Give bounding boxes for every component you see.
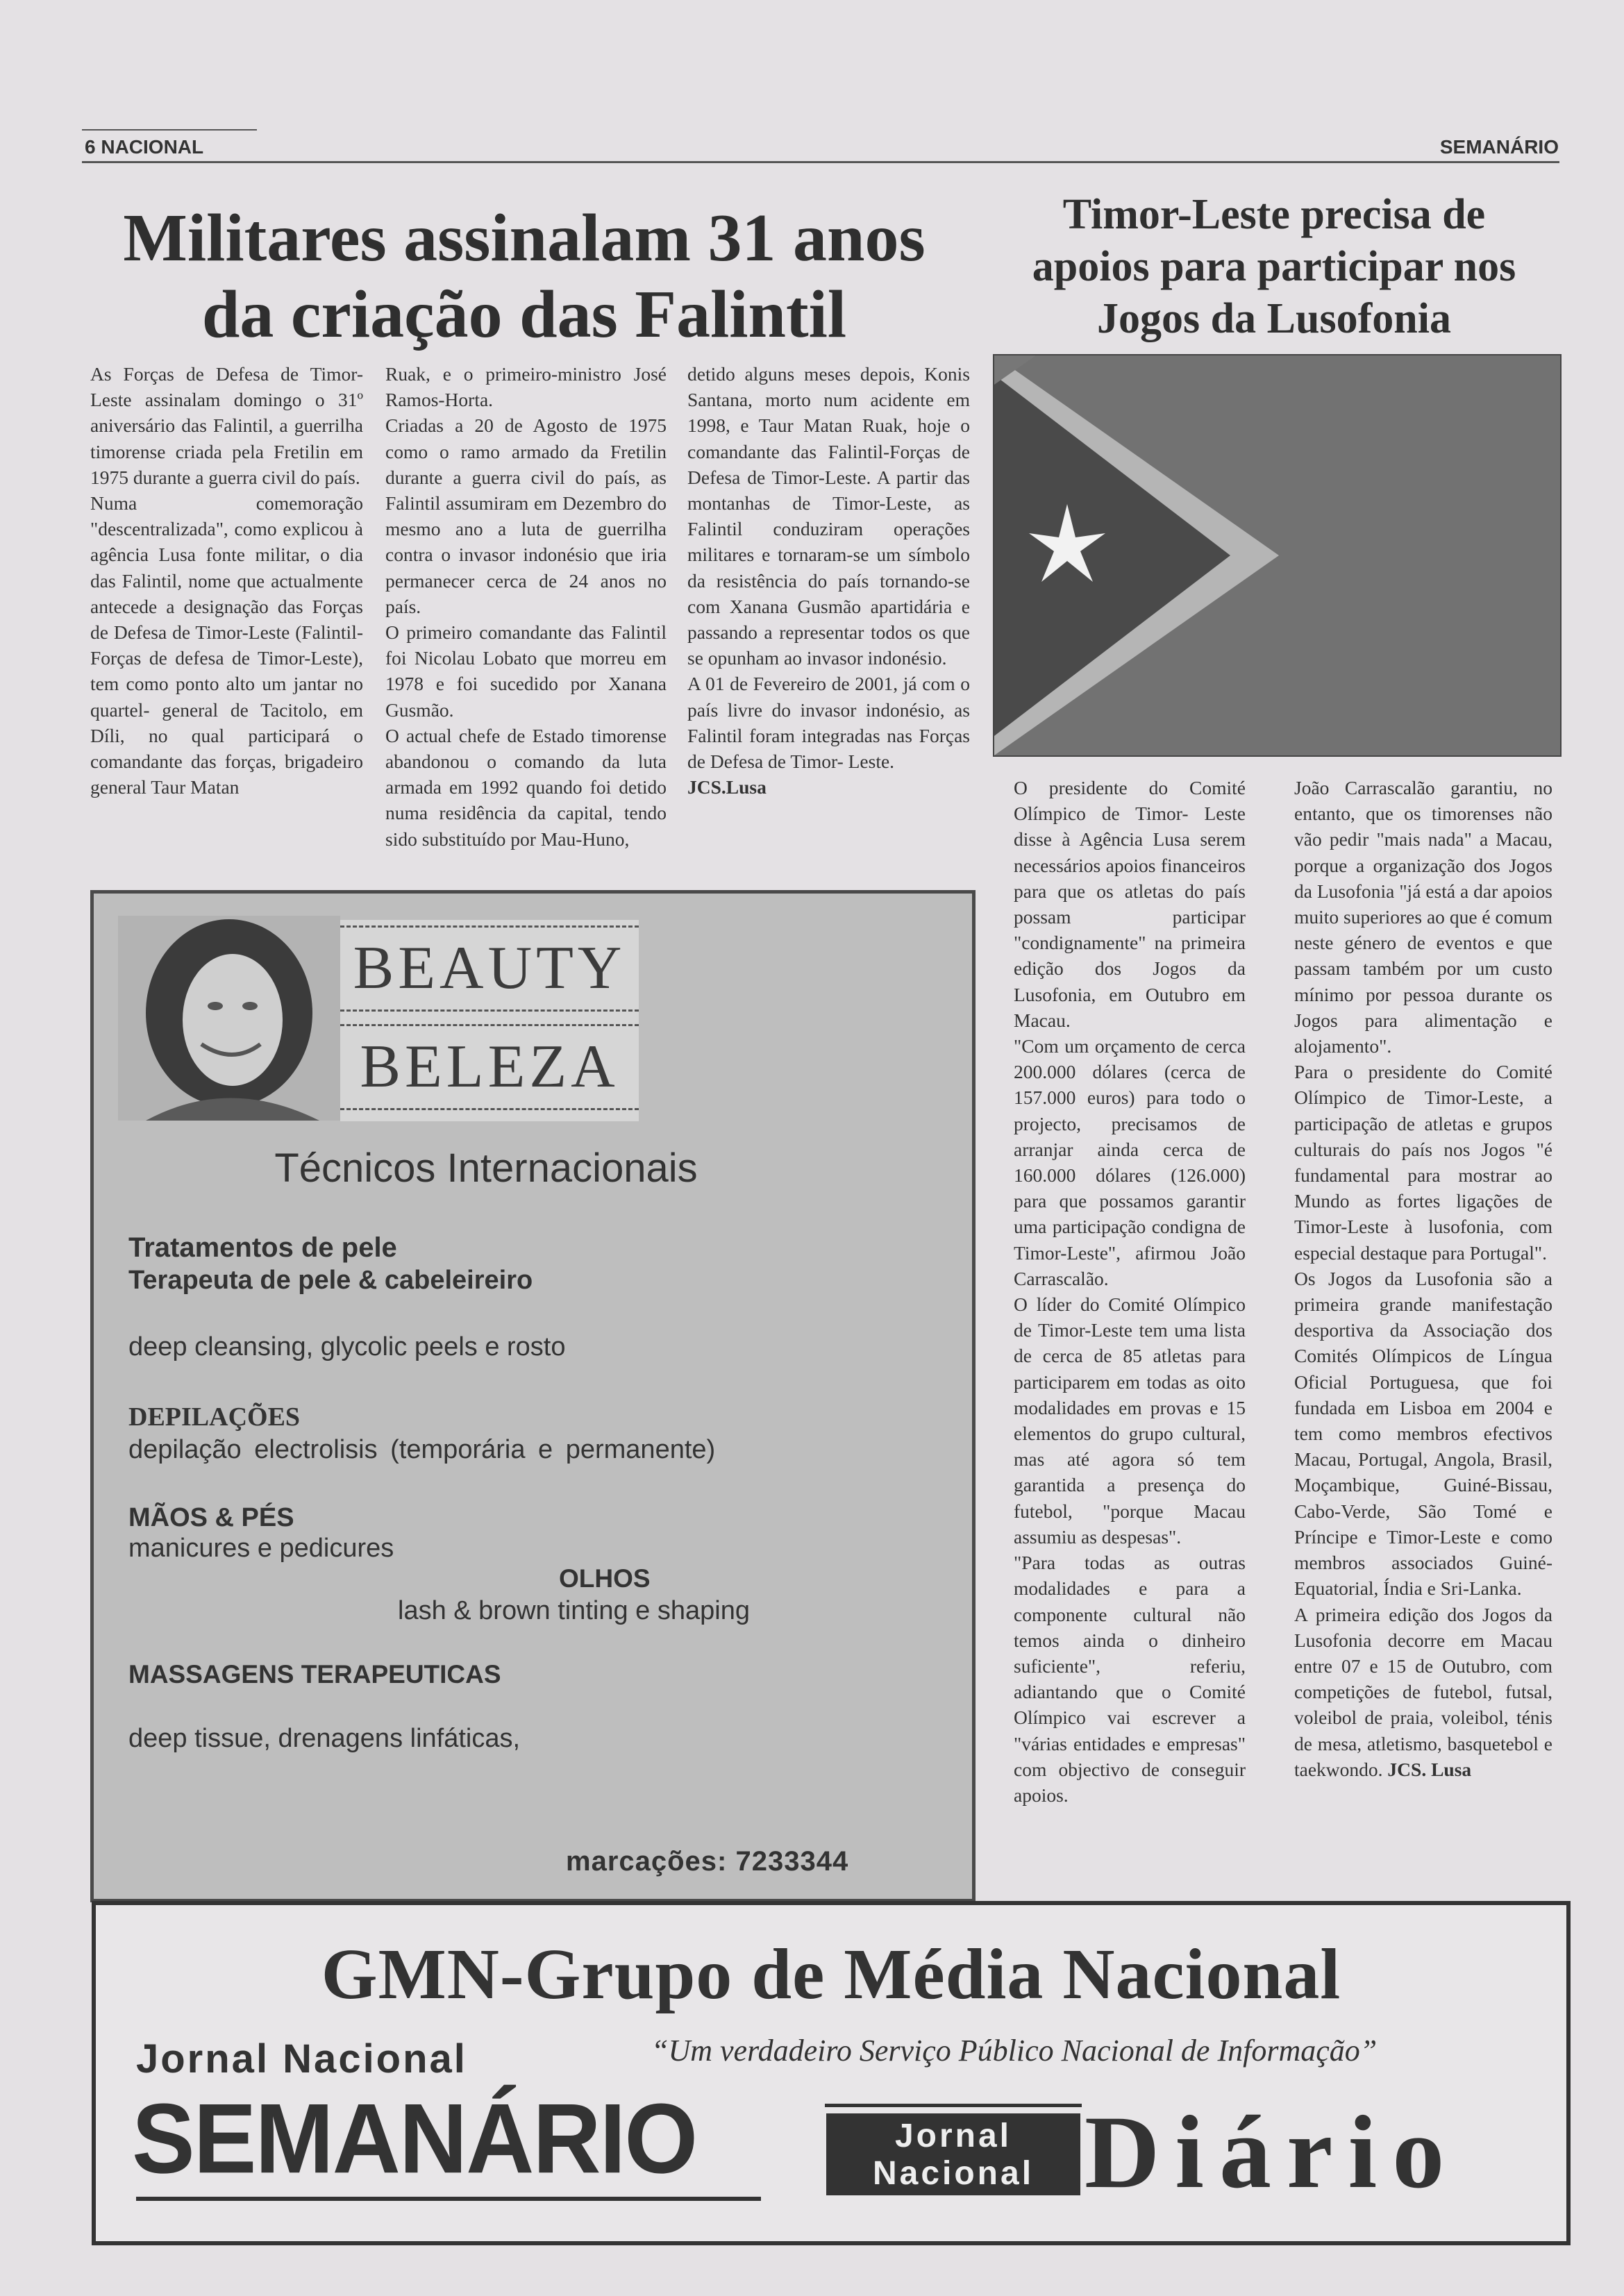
header-rule: [82, 161, 1559, 163]
portrait-icon: [118, 916, 340, 1121]
article1-column-2: [385, 361, 667, 852]
beauty-logo: [340, 920, 639, 1121]
article2-paragraph: Para o presidente do Comité Olímpico de Timor-Leste, a participação de atletas e grupos culturais do país nos Jogos "é fundamental para mostrar ao Mundo as fortes ligações de Timor-Leste à lusofonia, com especial destaque para Portugal".: [1294, 1061, 1552, 1264]
jornal-nacional-label: Jornal Nacional: [136, 2036, 467, 2081]
gmn-slogan: “Um verdadeiro Serviço Público Nacional de Informação”: [651, 2034, 1378, 2068]
article2-paragraph-text: A primeira edição dos Jogos da Lusofonia decorre em Macau entre 07 e 15 de Outubro, com competições de futebol, futsal, voleibol de praia, voleibol, ténis de mesa, atletismo, basquetebol e taekwondo.: [1294, 1603, 1552, 1780]
article1-paragraph: As Forças de Defesa de Timor-Leste assinalam domingo o 31º aniversário das Falintil, a guerrilha timorense criada pela Fretilin em 1975 durante a guerra civil do país.: [90, 363, 363, 488]
article1-signature: JCS.Lusa: [687, 776, 767, 798]
article2-paragraph: João Carrascalão garantiu, no entanto, que os timorenses não vão pedir "mais nada" a Macau, porque a organização dos Jogos da Lusofonia "já está a dar apoios muito superiores ao que é comum neste género de eventos e que passam também por um custo mínimo por pessoa durante os Jogos para alimentação e alojamento".: [1294, 777, 1552, 1057]
skin-treatments-title: Tratamentos de pele: [128, 1232, 397, 1263]
beauty-logo-top: BEAUTY: [340, 925, 639, 1012]
hands-feet-title: MÃOS & PÉS: [128, 1503, 294, 1532]
article2-paragraph: "Com um orçamento de cerca 200.000 dólares (cerca de 157.000 euros) para todo o projecto, precisamos de arranjar ainda cerca de 160.000 dólares (126.000) para que possamos garantir uma participação condigna de Timor-Leste", afirmou João Carrascalão.: [1014, 1035, 1246, 1289]
article2-signature: JCS. Lusa: [1387, 1758, 1472, 1780]
beauty-logo-bottom: BELEZA: [340, 1024, 639, 1110]
box-line-2: Nacional: [872, 2155, 1035, 2192]
article2-column-2: [1294, 775, 1552, 1782]
box-line-1: Jornal: [894, 2118, 1012, 2154]
article1-column-1: [90, 361, 363, 800]
massages-list: deep tissue, drenagens linfáticas,: [128, 1724, 521, 1753]
gmn-advertisement: [92, 1901, 1571, 2245]
article1-paragraph: Criadas a 20 de Agosto de 1975 como o ramo armado da Fretilin durante a guerra civil do país, as Falintil assumiram em Dezembro do mesmo ano a luta de guerrilha contra o invasor indonésio que iria permanecer cerca de 24 anos no país.: [385, 414, 667, 617]
article1-headline-line1: Militares assinalam 31 anos: [123, 201, 926, 276]
eyes-title: OLHOS: [559, 1564, 651, 1593]
semanario-logo: SEMANÁRIO: [132, 2083, 697, 2194]
masthead-label: SEMANÁRIO: [1439, 136, 1559, 158]
booking-phone: marcações: 7233344: [566, 1846, 849, 1877]
woman-portrait-photo: [118, 916, 340, 1121]
gmn-title: GMN-Grupo de Média Nacional: [321, 1934, 1341, 2014]
jornal-nacional-box: [826, 2113, 1080, 2195]
article2-headline-line2: apoios para participar nos: [1032, 243, 1516, 290]
flag-icon: [994, 355, 1560, 755]
article1-paragraph: O actual chefe de Estado timorense abandonou o comando da luta armada em 1992 quando foi detido numa residência da capital, tendo sido substituído por Mau-Huno,: [385, 724, 667, 850]
article2-paragraph: Os Jogos da Lusofonia são a primeira grande manifestação desportiva da Associação dos Comités Olímpicos de Língua Oficial Portuguesa, que foi fundada em Lisboa em 2004 e tem como membros efectivos Macau, Portugal, Angola, Brasil, Moçambique, Guiné-Bissau, Cabo-Verde, São Tomé e Príncipe e Timor-Leste e como membros associados Guiné-Equatorial, Índia e Sri-Lanka.: [1294, 1267, 1552, 1600]
article2-headline-line3: Jogos da Lusofonia: [1097, 295, 1451, 342]
article2-paragraph: "Para todas as outras modalidades e para a componente cultural não temos ainda o dinheiro suficiente", referiu, adiantando que o Comité Olímpico vai escrever a "várias entidades e empresas" com objectivo de conseguir apoios.: [1014, 1552, 1246, 1806]
header-short-rule: [82, 129, 257, 131]
hands-feet-list: manicures e pedicures: [128, 1534, 394, 1563]
article1-paragraph: detido alguns meses depois, Konis Santana, morto num acidente em 1998, e Taur Matan Ruak, hoje o comandante das Falintil-Forças de Defesa de Timor-Leste. A partir das montanhas de Timor-Leste, as Falintil conduziram operações militares e tornaram-se um símbolo da resistência do país tornando-se com Xanana Gusmão apartidária e passando a representar todos os que se opunham ao invasor indonésio.: [687, 363, 970, 669]
skin-treatments-list: deep cleansing, glycolic peels e rosto: [128, 1332, 566, 1361]
article2-headline-line1: Timor-Leste precisa de: [1062, 191, 1486, 238]
page-section-label: 6 NACIONAL: [85, 136, 204, 158]
article2-paragraph: O presidente do Comité Olímpico de Timor- Leste disse à Agência Lusa serem necessários apoios financeiros para que os atletas do país possam participar "condignamente" na primeira edição dos Jogos da Lusofonia, em Outubro em Macau.: [1014, 777, 1246, 1031]
article1-paragraph: Ruak, e o primeiro-ministro José Ramos-Horta.: [385, 363, 667, 411]
article1-headline: [69, 200, 979, 353]
semanario-underline: [136, 2197, 761, 2201]
article1-column-3: [687, 361, 970, 800]
massages-title: MASSAGENS TERAPEUTICAS: [128, 1660, 501, 1689]
article2-paragraph: O líder do Comité Olímpico de Timor-Leste tem uma lista de cerca de 85 atletas para participarem em todas as oito modalidades em provas e 15 elementos do grupo cultural, mas até agora só tem garantida a presença do futebol, "porque Macau assumiu as despesas".: [1014, 1293, 1246, 1548]
article1-paragraph: O primeiro comandante das Falintil foi Nicolau Lobato que morreu em 1978 e foi sucedido por Xanana Gusmão.: [385, 621, 667, 721]
article1-headline-line2: da criação das Falintil: [201, 277, 847, 352]
article1-paragraph: Numa comemoração "descentralizada", como explicou à agência Lusa fonte militar, o dia das Falintil, nome que actualmente antecede a designação das Forças de Defesa de Timor-Leste (Falintil-Forças de defesa de Timor-Leste), tem como ponto alto um jantar no quartel- general de Tacitolo, em Díli, no qual participará o comandante das forças, brigadeiro general Taur Matan: [90, 492, 363, 798]
article2-paragraph: [1294, 1602, 1552, 1782]
depilation-title: DEPILAÇÕES: [128, 1402, 301, 1432]
depilation-list: depilação electrolisis (temporária e permanente): [128, 1435, 716, 1464]
diario-logo: Diário: [1085, 2095, 1460, 2210]
beauty-ad-title: Técnicos Internacionais: [274, 1146, 698, 1191]
skin-therapist-subtitle: Terapeuta de pele & cabeleireiro: [128, 1266, 533, 1295]
eyes-list: lash & brown tinting e shaping: [398, 1596, 750, 1625]
timor-leste-flag-photo: [993, 354, 1562, 757]
article2-column-1: [1014, 775, 1246, 1808]
diario-rule-top: [825, 2104, 1082, 2107]
article1-paragraph: A 01 de Fevereiro de 2001, já com o país livre do invasor indonésio, as Falintil foram integradas nas Forças de Defesa de Timor- Leste.: [687, 673, 970, 773]
article2-headline: [982, 189, 1566, 345]
beauty-advertisement: [90, 890, 976, 1902]
